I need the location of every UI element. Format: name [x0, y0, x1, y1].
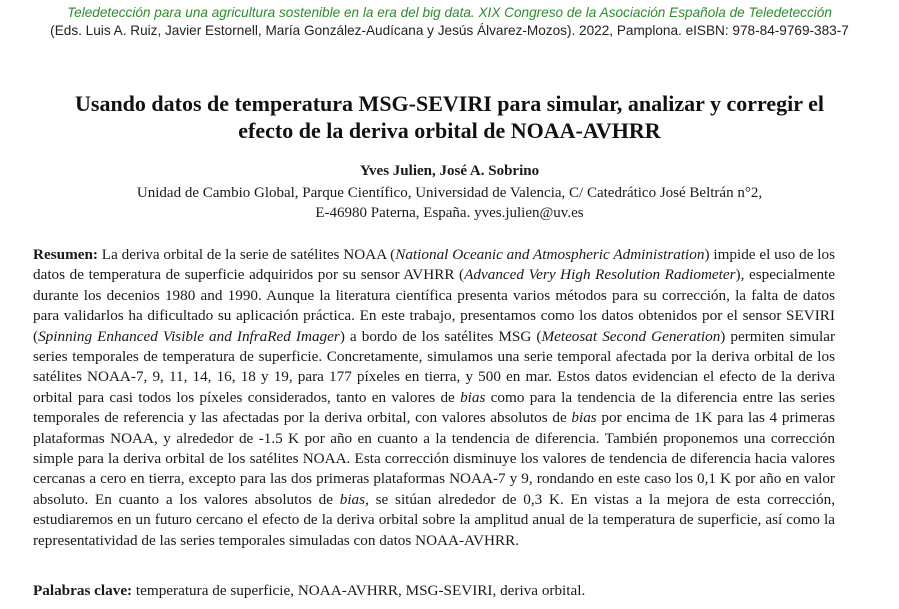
authors: Yves Julien, José A. Sobrino	[359, 163, 540, 179]
abstract-italic-term: bias	[460, 388, 486, 406]
abstract-label: Resumen:	[33, 246, 98, 263]
abstract-italic-term: bias	[571, 409, 597, 427]
conference-header-line: Teledetección para una agricultura sostenible en la era del big data. XIX Congreso de la Asociación Española de Teledetección	[67, 5, 832, 20]
abstract-italic-term: Meteosat Second Generation	[541, 327, 721, 345]
abstract-paragraph	[33, 245, 835, 551]
affiliation-line-1: Unidad de Cambio Global, Parque Científico, Universidad de Valencia, C/ Catedrático José Beltrán n°2,	[136, 185, 763, 201]
abstract-italic-term: bias	[339, 490, 366, 508]
keywords-line	[33, 582, 835, 600]
abstract-text: ), especialmente durante los decenios 1980 and 1990. Aunque la literatura científica presenta varios métodos para su corrección, la falta de datos para validarlos ha dificultado su aplicación práctica. En este trabajo, presentamos como los datos obtenidos por el sensor SEVIRI (	[33, 266, 836, 345]
abstract-text: ) impide el uso de los datos de temperatura de superficie adquiridos por su sensor AVHRR (	[33, 246, 835, 284]
paper-title-line-2: efecto de la deriva orbital de NOAA-AVHRR	[238, 118, 661, 143]
abstract-text: , se sitúan alrededor de 0,3 K. En vistas a la mejora de esta corrección, estudiaremos en un futuro cercano el efecto de la deriva orbital sobre la amplitud anual de la temperatura de superficie, así como la representatividad de las series temporales simuladas con datos NOAA-AVHRR.	[33, 490, 835, 549]
abstract-italic-term: National Oceanic and Atmospheric Administration	[395, 246, 705, 263]
abstract-text: por encima de 1K para las 4 primeras plataformas NOAA, y alrededor de -1.5 K por año en cuanto a la tendencia de diferencia. También proponemos una corrección simple para la deriva orbital de los satélites NOAA. Esta corrección disminuye los valores de tendencia de diferencia hacia valores cercanas a cero en tierra, excepto para las dos primeras plataformas NOAA-7 y 9, rondando en este caso los 0,1 K por año en valor absoluto. En cuanto a los valores absolutos de	[33, 409, 835, 508]
keywords-text: temperatura de superficie, NOAA-AVHRR, MSG-SEVIRI, deriva orbital.	[132, 582, 586, 599]
abstract-text: La deriva orbital de la serie de satélites NOAA (	[97, 246, 396, 263]
paper-title-line-1: Usando datos de temperatura MSG-SEVIRI para simular, analizar y corregir el	[75, 91, 824, 116]
abstract-italic-term: Advanced Very High Resolution Radiometer	[464, 266, 736, 284]
abstract-text: como para la tendencia de la diferencia entre las series temporales de referencia y las afectadas por la deriva orbital, con valores absolutos de	[33, 388, 835, 427]
abstract-text: ) a bordo de los satélites MSG (	[339, 327, 542, 345]
abstract-text: ) permiten simular series temporales de temperatura de superficie. Concretamente, simulamos una serie temporal afectada por la deriva orbital de los satélites NOAA-7, 9, 11, 14, 16, 18 y 19, para 177 píxeles en tierra, y 500 en mar. Estos datos evidencian el efecto de la deriva orbital para casi todos los píxeles considerados, tanto en valores de	[33, 327, 836, 406]
abstract-italic-term: Spinning Enhanced Visible and InfraRed Imager	[38, 327, 340, 345]
keywords-label: Palabras clave:	[33, 582, 133, 599]
editors-header-line: (Eds. Luis A. Ruiz, Javier Estornell, María González-Audícana y Jesús Álvarez-Mozos). 2022, Pamplona. eISBN: 978-84-9769-383-7	[50, 23, 849, 38]
affiliation-line-2: E-46980 Paterna, España. yves.julien@uv.es	[315, 205, 584, 221]
